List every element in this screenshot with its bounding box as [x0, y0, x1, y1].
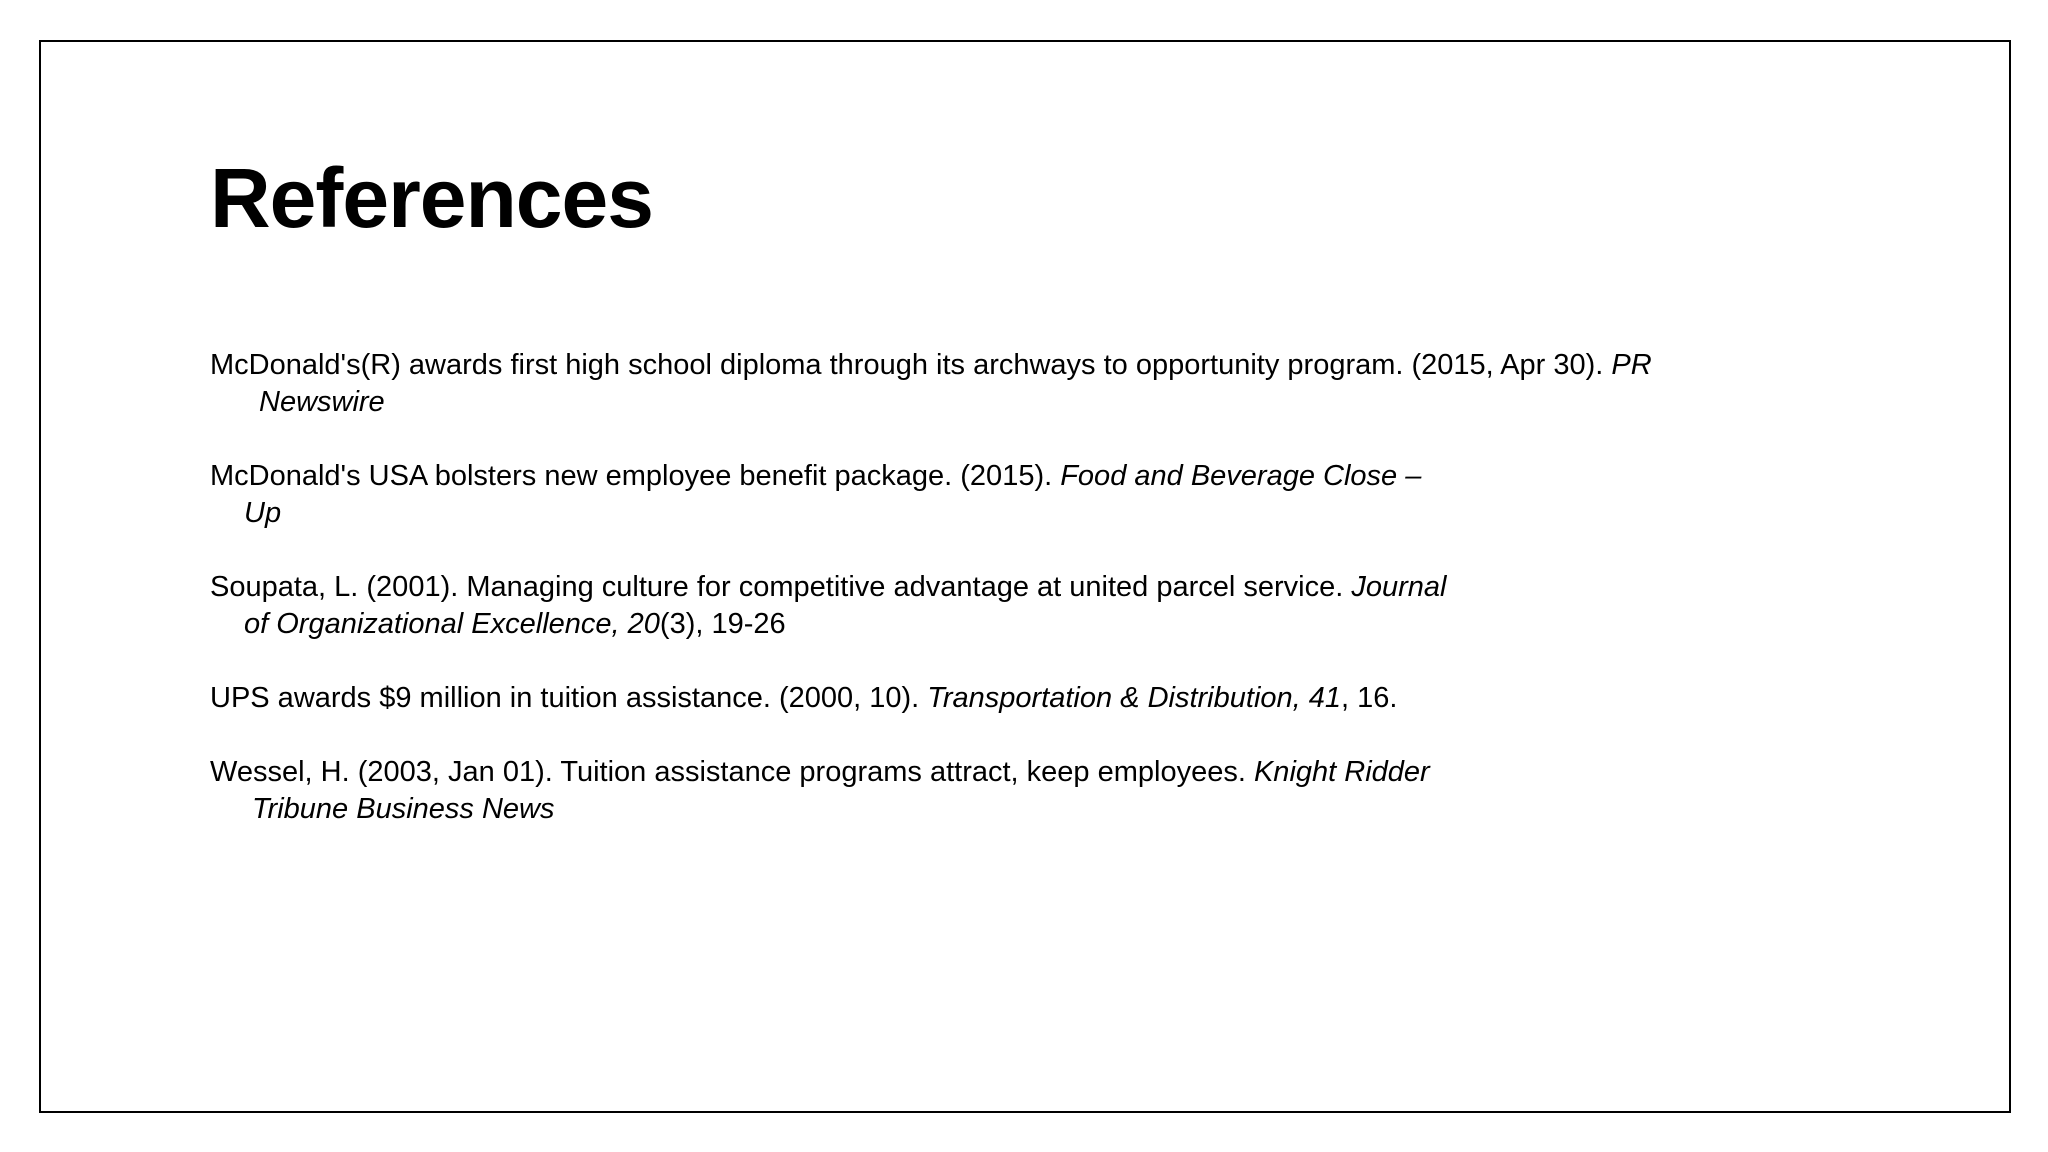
- reference-line: [210, 569, 1850, 606]
- reference-source-italic: of Organizational Excellence, 20: [244, 608, 660, 640]
- slide-title: References: [210, 151, 653, 245]
- reference-list: [210, 347, 1850, 865]
- reference-text: Soupata, L. (2001). Managing culture for competitive advantage at united parcel service.: [210, 571, 1352, 603]
- reference-line: [210, 680, 1850, 717]
- reference-continuation-line: [210, 495, 1850, 532]
- reference-line: [210, 754, 1850, 791]
- reference-continuation-line: [210, 606, 1850, 643]
- reference-source-italic: PR: [1611, 349, 1652, 381]
- reference-source-italic: Newswire: [259, 386, 385, 418]
- reference-source-italic: Transportation & Distribution, 41: [927, 682, 1342, 714]
- reference-source-italic: Knight Ridder: [1253, 756, 1430, 788]
- reference-item: [210, 458, 1850, 532]
- reference-item: [210, 569, 1850, 643]
- reference-text: McDonald's USA bolsters new employee benefit package. (2015).: [210, 460, 1061, 492]
- reference-continuation-line: [210, 384, 1850, 421]
- reference-source-italic: Food and Beverage Close –: [1060, 460, 1422, 492]
- reference-source-italic: Journal: [1351, 571, 1447, 603]
- reference-item: [210, 347, 1850, 421]
- reference-line: [210, 347, 1850, 384]
- reference-text: (3), 19-26: [659, 608, 786, 640]
- reference-text: Wessel, H. (2003, Jan 01). Tuition assistance programs attract, keep employees.: [210, 756, 1254, 788]
- reference-source-italic: Up: [244, 497, 282, 529]
- reference-line: [210, 458, 1850, 495]
- reference-text: UPS awards $9 million in tuition assistance. (2000, 10).: [210, 682, 928, 714]
- reference-text: McDonald's(R) awards first high school diploma through its archways to opportunity program. (2015, Apr 30).: [210, 349, 1612, 381]
- reference-item: [210, 680, 1850, 717]
- reference-text: , 16.: [1341, 682, 1398, 714]
- reference-source-italic: Tribune Business News: [252, 793, 555, 825]
- reference-continuation-line: [210, 791, 1850, 828]
- reference-item: [210, 754, 1850, 828]
